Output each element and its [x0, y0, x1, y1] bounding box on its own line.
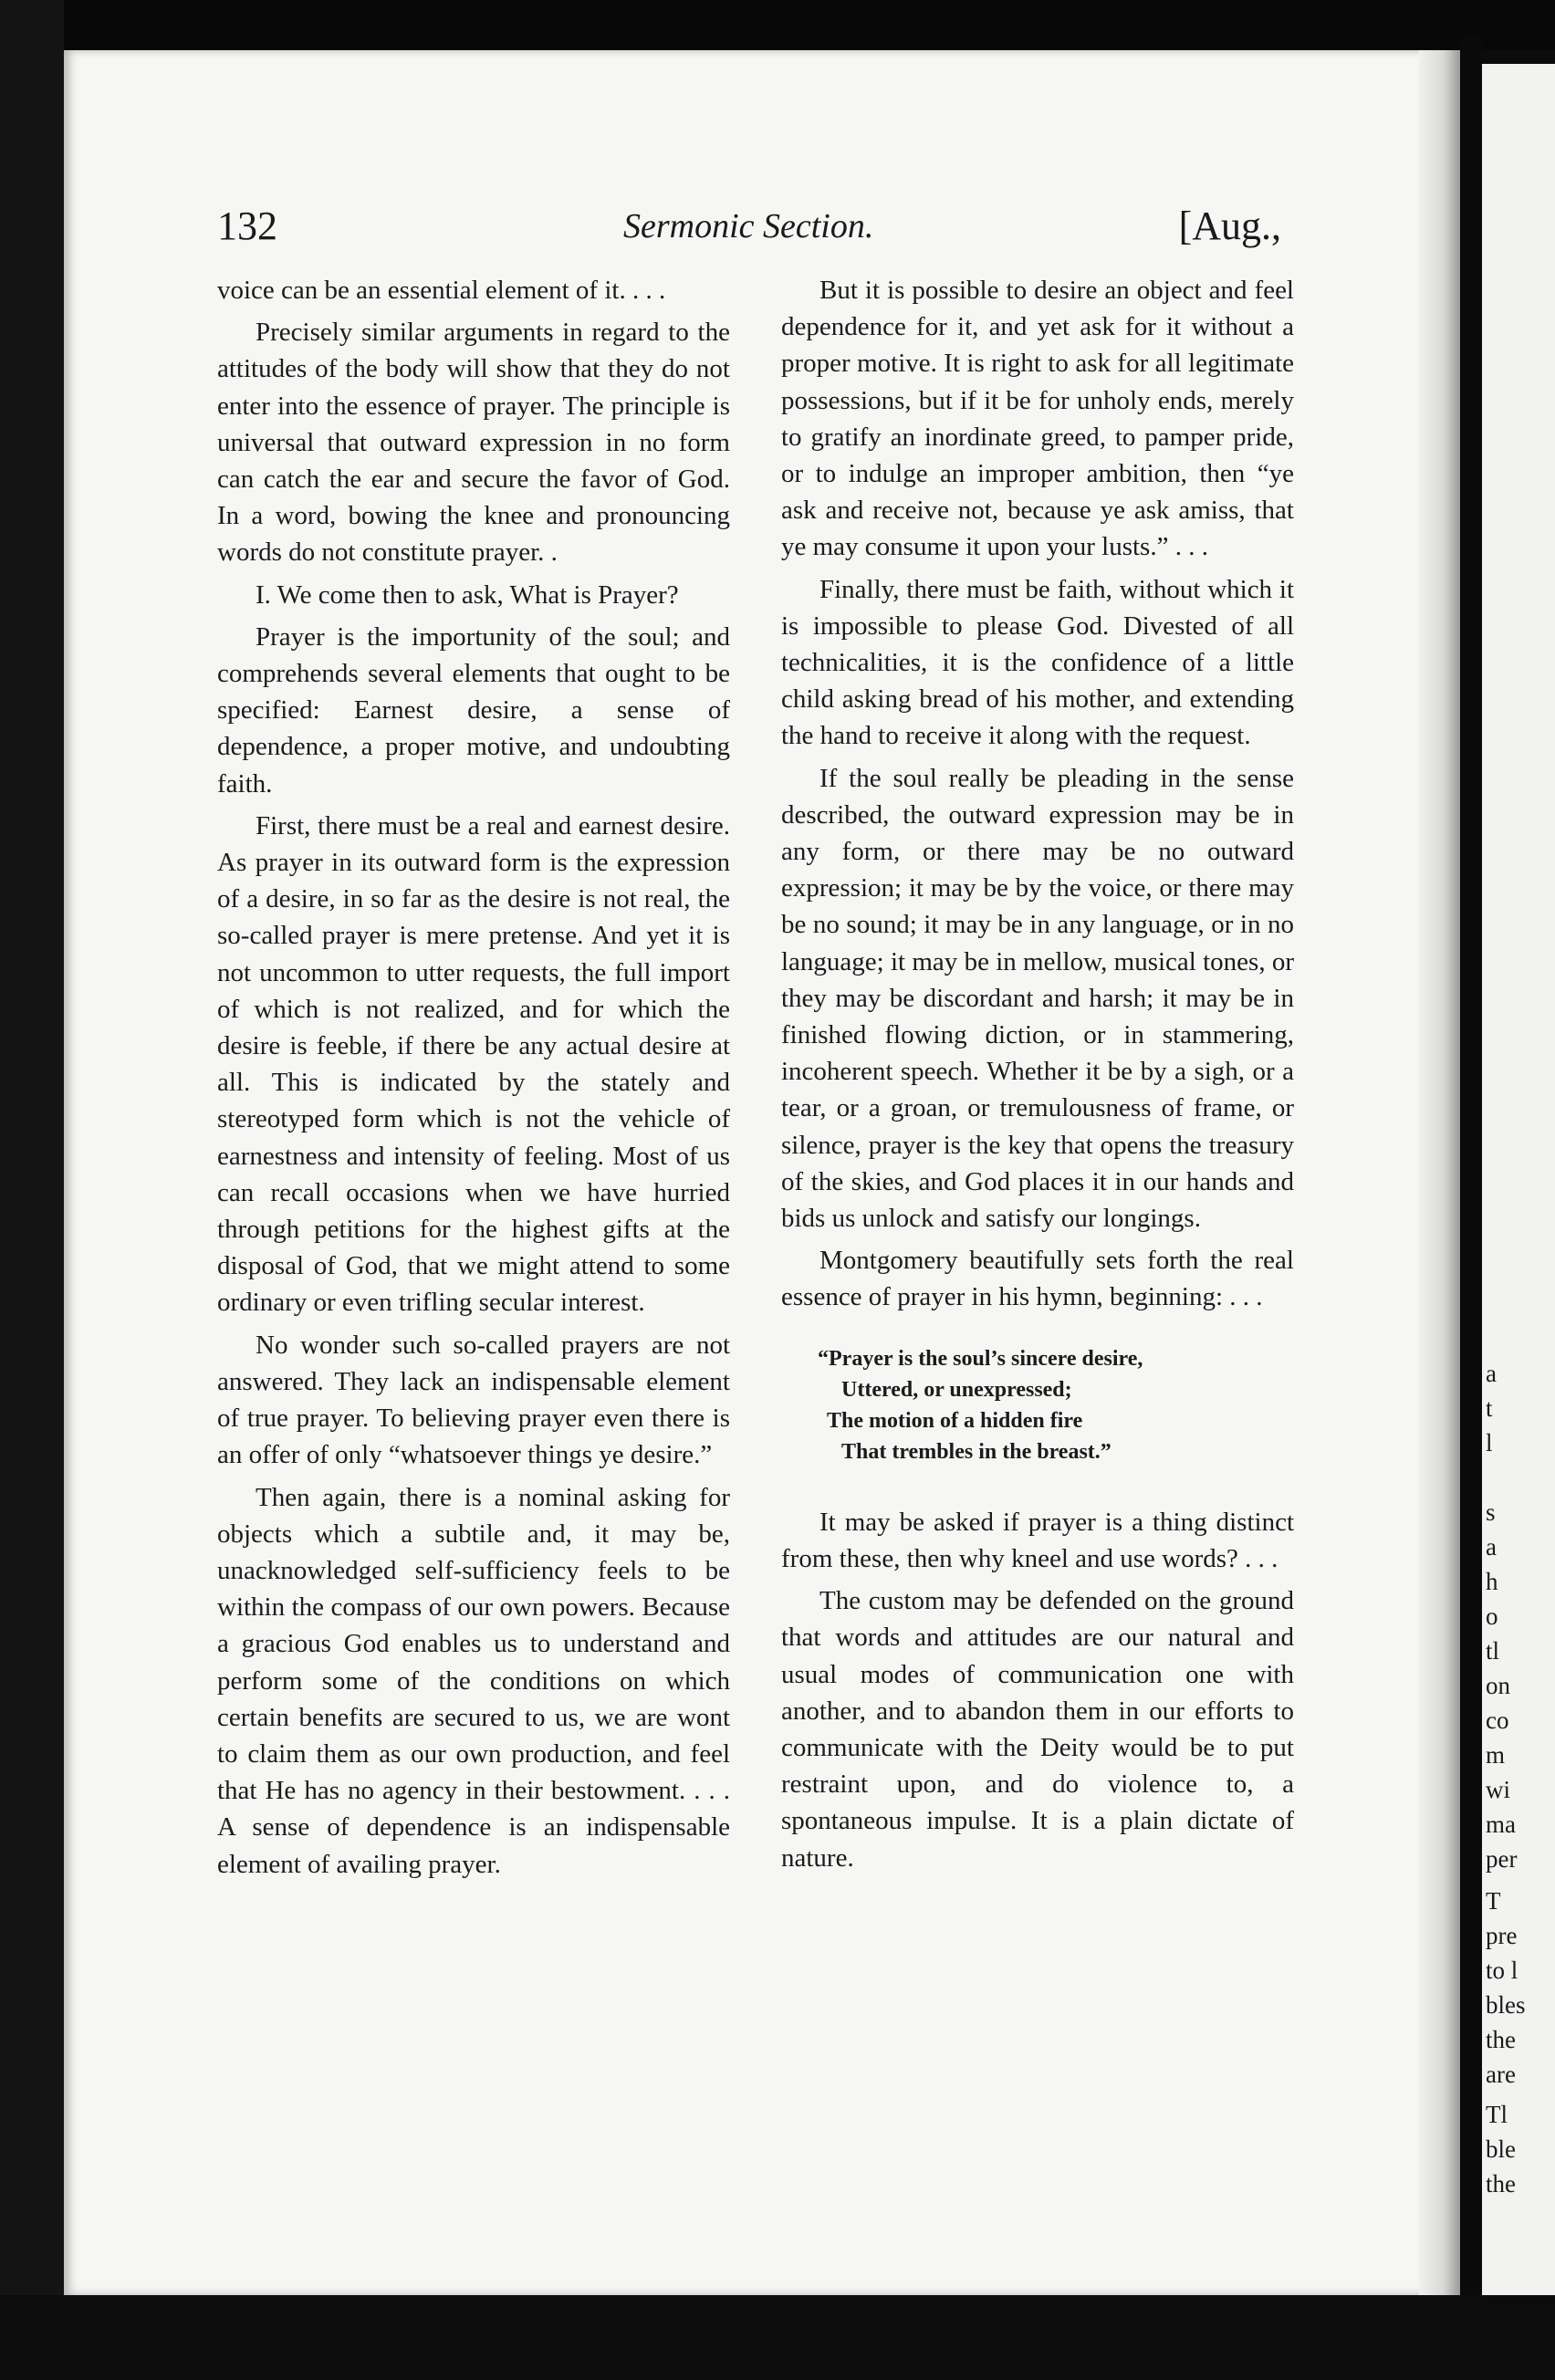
running-title: Sermonic Section. — [623, 207, 874, 245]
adjacent-page-fragment: on — [1486, 1672, 1510, 1699]
paragraph: Prayer is the importunity of the soul; and comprehends several elements that ought to be specified: Earnest desire, a sense of dependence, a proper motive, and undoubting faith. — [217, 621, 730, 799]
adjacent-page-fragment: the — [1486, 2170, 1516, 2197]
paragraph: No wonder such so-called prayers are not answered. They lack an indispensable element of true prayer. To believing prayer even there is an offer of only “whatsoever things ye desire.” — [217, 1330, 730, 1470]
paragraph: If the soul really be pleading in the sense described, the outward expression may be in any form, or there may be no outward expression; it may be by the voice, or there may be no sound; it may be in any language, or in no language; it may be in mellow, musical tones, or they may be discordant and harsh; it may be in finished flowing diction, or in stammering, incoherent speech. Whether it be by a sigh, or a tear, or a groan, or tremulousness of frame, or silence, prayer is the key that opens the treasury of the skies, and God places it in our hands and bids us unlock and satisfy our longings. — [781, 763, 1294, 1234]
adjacent-page-fragment: t — [1486, 1394, 1493, 1422]
adjacent-page-fragment: pre — [1486, 1922, 1518, 1949]
adjacent-page-fragment: m — [1486, 1741, 1506, 1769]
header-month: [Aug., — [1178, 204, 1281, 248]
adjacent-page-fragment: the — [1486, 2026, 1516, 2053]
adjacent-page-fragment: ma — [1486, 1811, 1516, 1838]
adjacent-page-fragment: wi — [1486, 1776, 1510, 1803]
adjacent-page-fragment: bles — [1486, 1991, 1526, 2019]
paragraph: Finally, there must be faith, without which it is impossible to please God. Divested of all technicalities, it is the confidence of a little child asking bread of his mother, and extending the hand to receive it along with the request. — [781, 574, 1294, 751]
adjacent-page-fragment: co — [1486, 1707, 1509, 1734]
adjacent-page-fragment: l — [1486, 1429, 1493, 1456]
scan-bottom-border — [0, 2295, 1555, 2380]
poem-line: “Prayer is the soul’s sincere desire, — [818, 1346, 1143, 1371]
hymn-quotation — [818, 1343, 1294, 1467]
page-edge-shadow — [1419, 50, 1460, 2295]
paragraph: voice can be an essential element of it. . . . — [217, 276, 666, 305]
paragraph: But it is possible to desire an object and feel dependence for it, and yet ask for it without a proper motive. It is right to ask for all legitimate possessions, but if it be for unholy ends, merely to gratify an inordinate greed, to pamper pride, or to indulge an improper ambition, then “ye ask and receive not, because ye ask amiss, that ye may consume it upon your lusts.” . . . — [781, 276, 1294, 562]
adjacent-page-fragment: a — [1486, 1533, 1497, 1561]
adjacent-page-fragment: to l — [1486, 1957, 1518, 1984]
adjacent-page-fragment: Tl — [1486, 2101, 1508, 2128]
adjacent-page-fragment: ble — [1486, 2135, 1516, 2163]
scan-left-border — [0, 0, 64, 2380]
adjacent-page-fragment: are — [1486, 2061, 1516, 2088]
section-heading-paragraph: I. We come then to ask, What is Prayer? — [256, 579, 679, 610]
left-text-column — [217, 272, 730, 1888]
paragraph: Then again, there is a nominal asking for objects which a subtile and, it may be, unacknowledged self-sufficiency feels to be within the compass of our own powers. Because a gracious God enables us to understand and perform some of the conditions on which certain benefits are secured to us, we are wont to claim them as our own production, and feel that He has no agency in their bestowment. . . . A sense of dependence is an indispensable element of availing prayer. — [217, 1482, 730, 1879]
book-gutter — [1460, 37, 1482, 2318]
scan-top-border — [0, 0, 1555, 50]
poem-line: That trembles in the breast.” — [841, 1439, 1111, 1464]
paragraph: It may be asked if prayer is a thing distinct from these, then why kneel and use words? . . . — [781, 1507, 1294, 1573]
paragraph: First, there must be a real and earnest desire. As prayer in its outward form is the expression of a desire, in so far as the desire is not real, the so-called prayer is mere pretense. And yet it is not uncommon to utter requests, the full import of which is not realized, and for which the desire is feeble, if there be any actual desire at all. This is indicated by the stately and stereotyped form which is not the vehicle of earnestness and intensity of feeling. Most of us can recall occasions when we have hurried through petitions for the highest gifts at the disposal of God, that we might attend to some ordinary or even trifling secular interest. — [217, 810, 730, 1318]
adjacent-page-fragment: per — [1486, 1845, 1518, 1873]
adjacent-page-fragment: o — [1486, 1602, 1498, 1630]
adjacent-page-fragment: T — [1486, 1887, 1501, 1915]
paragraph: The custom may be defended on the ground that words and attitudes are our natural and usual modes of communication one with another, and to abandon them in our efforts to communicate with the Deity would be to put restraint upon, and do violence to, a spontaneous impulse. It is a plain dictate of nature. — [781, 1586, 1294, 1873]
adjacent-page-fragment: a — [1486, 1360, 1497, 1387]
poem-line: Uttered, or unexpressed; — [841, 1377, 1072, 1402]
adjacent-page-fragment: s — [1486, 1498, 1496, 1526]
page-header — [217, 203, 1281, 257]
paragraph: Precisely similar arguments in regard to the attitudes of the body will show that they do not enter into the essence of prayer. The principle is universal that outward expression in no form can catch the ear and secure the favor of God. In a word, bowing the knee and pronouncing words do not constitute prayer. . — [217, 318, 730, 568]
right-text-column — [781, 272, 1294, 1882]
adjacent-page-fragment: tl — [1486, 1637, 1500, 1665]
page-number: 132 — [217, 204, 277, 248]
paragraph: Montgomery beautifully sets forth the real essence of prayer in his hymn, beginning: . . . — [781, 1246, 1294, 1312]
adjacent-page-fragment: h — [1486, 1568, 1498, 1595]
adjacent-page-edge — [1482, 64, 1555, 2327]
poem-line: The motion of a hidden fire — [827, 1408, 1083, 1433]
